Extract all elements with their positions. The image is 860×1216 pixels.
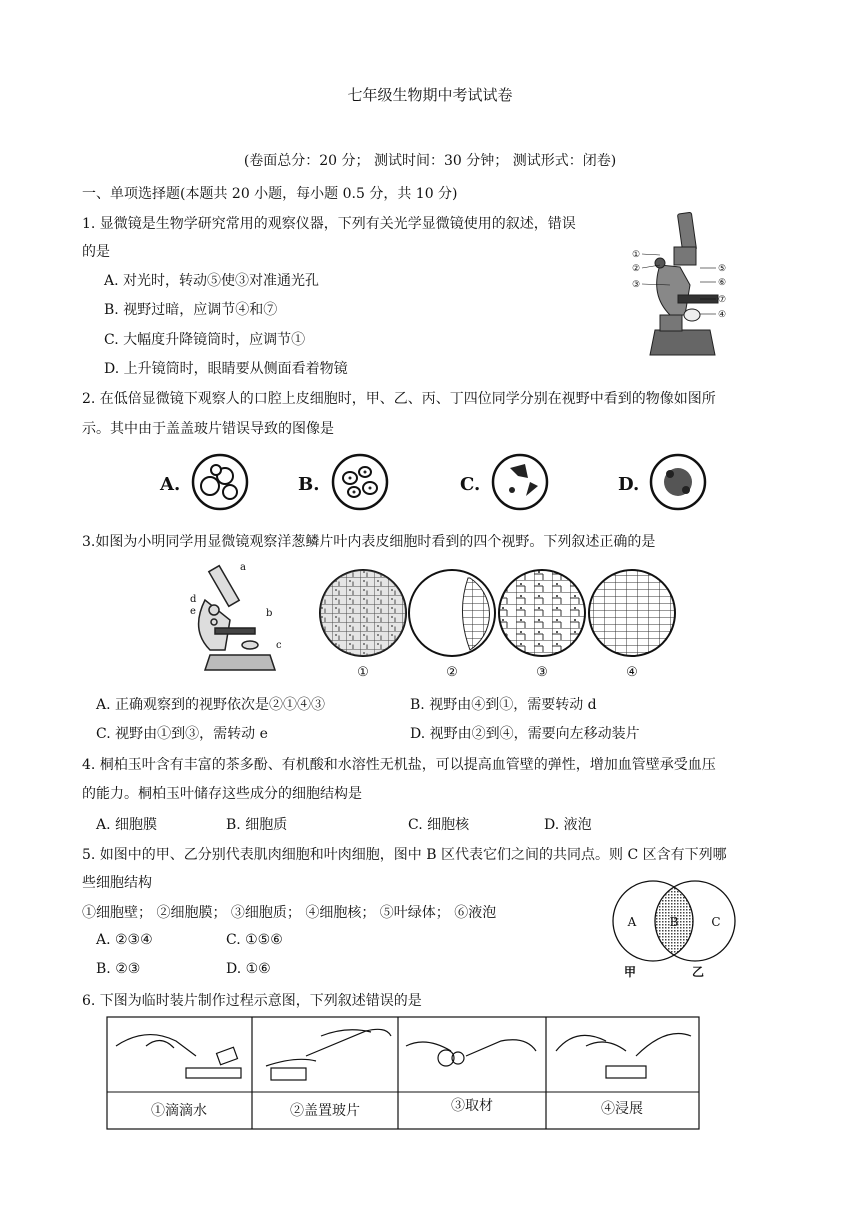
q2-label-d: D.	[618, 474, 640, 495]
q5-stem-line2: 些细胞结构	[82, 875, 152, 891]
q1-fig-label-5: ⑤	[718, 264, 727, 274]
q3-view-label-3: ③	[536, 665, 548, 680]
q1-option-b: B. 视野过暗，应调节④和⑦	[104, 302, 278, 318]
q4-option-a: A. 细胞膜	[96, 817, 158, 833]
q3-stem-line1: 3.如图为小明同学用显微镜观察洋葱鳞片叶内表皮细胞时看到的四个视野。下列叙述正确的是	[82, 534, 656, 550]
q2-label-b: B.	[298, 474, 320, 495]
q5-option-d: D. ①⑥	[226, 961, 271, 977]
venn-label-yi: 乙	[691, 965, 705, 979]
q1-stem-line2: 的是	[82, 244, 110, 260]
q5-option-b: B. ②③	[96, 961, 141, 977]
venn-label-c: C	[711, 915, 721, 929]
q3-scope-label-d: d	[190, 594, 197, 605]
page-title: 七年级生物期中考试试卷	[347, 86, 513, 104]
q3-scope-label-b: b	[266, 608, 273, 619]
q5-option-a: A. ②③④	[96, 932, 153, 948]
venn-label-a: A	[627, 915, 637, 929]
q4-stem-line1: 4. 桐柏玉叶含有丰富的茶多酚、有机酸和水溶性无机盐，可以提高血管壁的弹性，增加血管壁承受血压	[82, 757, 716, 773]
q5-option-c: C. ①⑤⑥	[226, 932, 283, 948]
q5-stem-line3: ①细胞壁； ②细胞膜； ③细胞质； ④细胞核； ⑤叶绿体； ⑥液泡	[82, 905, 497, 921]
q1-option-d: D. 上升镜筒时，眼睛要从侧面看着物镜	[104, 361, 348, 377]
q3-scope-label-a: a	[240, 562, 246, 573]
venn-label-jia: 甲	[623, 965, 637, 979]
venn-label-b: B	[669, 915, 679, 929]
exam-info: (卷面总分：20 分； 测试时间：30 分钟； 测试形式：闭卷)	[243, 153, 617, 169]
q3-scope-label-e: e	[190, 606, 196, 617]
q4-stem-line2: 的能力。桐柏玉叶储存这些成分的细胞结构是	[82, 786, 362, 802]
q6-step-4: ④浸展	[601, 1101, 643, 1117]
q1-fig-label-6: ⑥	[718, 278, 727, 288]
q1-option-c: C. 大幅度升降镜筒时，应调节①	[104, 332, 306, 348]
slide-preparation-steps	[106, 1016, 702, 1131]
q5-stem-line1: 5. 如图中的甲、乙分别代表肌肉细胞和叶肉细胞，图中 B 区代表它们之间的共同点。则 C 区含有下列哪	[82, 847, 727, 863]
q3-scope-label-c: c	[276, 640, 282, 651]
q4-option-b: B. 细胞质	[226, 817, 288, 833]
q2-stem-line1: 2. 在低倍显微镜下观察人的口腔上皮细胞时，甲、乙、丙、丁四位同学分别在视野中看到的物像如图所	[82, 391, 716, 407]
q3-option-b: B. 视野由④到①，需要转动 d	[410, 697, 597, 713]
q2-label-a: A.	[160, 474, 181, 495]
q6-step-2: ②盖置玻片	[290, 1103, 360, 1119]
q6-step-1: ①滴滴水	[151, 1103, 207, 1119]
q1-fig-label-7: ⑦	[718, 295, 727, 305]
q3-view-label-4: ④	[626, 665, 638, 680]
q1-stem-line1: 1. 显微镜是生物学研究常用的观察仪器，下列有关光学显微镜使用的叙述，错误	[82, 216, 576, 232]
q2-stem-line2: 示。其中由于盖盖玻片错误导致的图像是	[82, 421, 334, 437]
q3-view-label-2: ②	[446, 665, 458, 680]
q1-fig-label-2: ②	[632, 264, 641, 274]
q2-label-c: C.	[460, 474, 481, 495]
microscope-figure-q3	[180, 560, 290, 675]
q3-view-label-1: ①	[357, 665, 369, 680]
microscope-figure-q1	[630, 205, 740, 365]
q2-cell-images	[150, 452, 720, 514]
q3-field-of-view-images	[318, 568, 693, 683]
section-heading: 一、单项选择题(本题共 20 小题，每小题 0.5 分，共 10 分)	[82, 186, 458, 202]
q1-option-a: A. 对光时，转动⑤使③对准通光孔	[104, 273, 320, 289]
q4-option-d: D. 液泡	[544, 817, 592, 833]
q1-fig-label-4: ④	[718, 310, 727, 320]
q1-fig-label-1: ①	[632, 250, 641, 260]
q3-option-d: D. 视野由②到④，需要向左移动装片	[410, 726, 640, 742]
q4-option-c: C. 细胞核	[408, 817, 470, 833]
q3-option-a: A. 正确观察到的视野依次是②①④③	[96, 697, 326, 713]
q3-option-c: C. 视野由①到③，需转动 e	[96, 726, 268, 742]
q6-step-3: ③取材	[451, 1098, 493, 1114]
q6-stem-line1: 6. 下图为临时装片制作过程示意图，下列叙述错误的是	[82, 993, 422, 1009]
venn-diagram	[608, 876, 740, 982]
q1-fig-label-3: ③	[632, 280, 641, 290]
